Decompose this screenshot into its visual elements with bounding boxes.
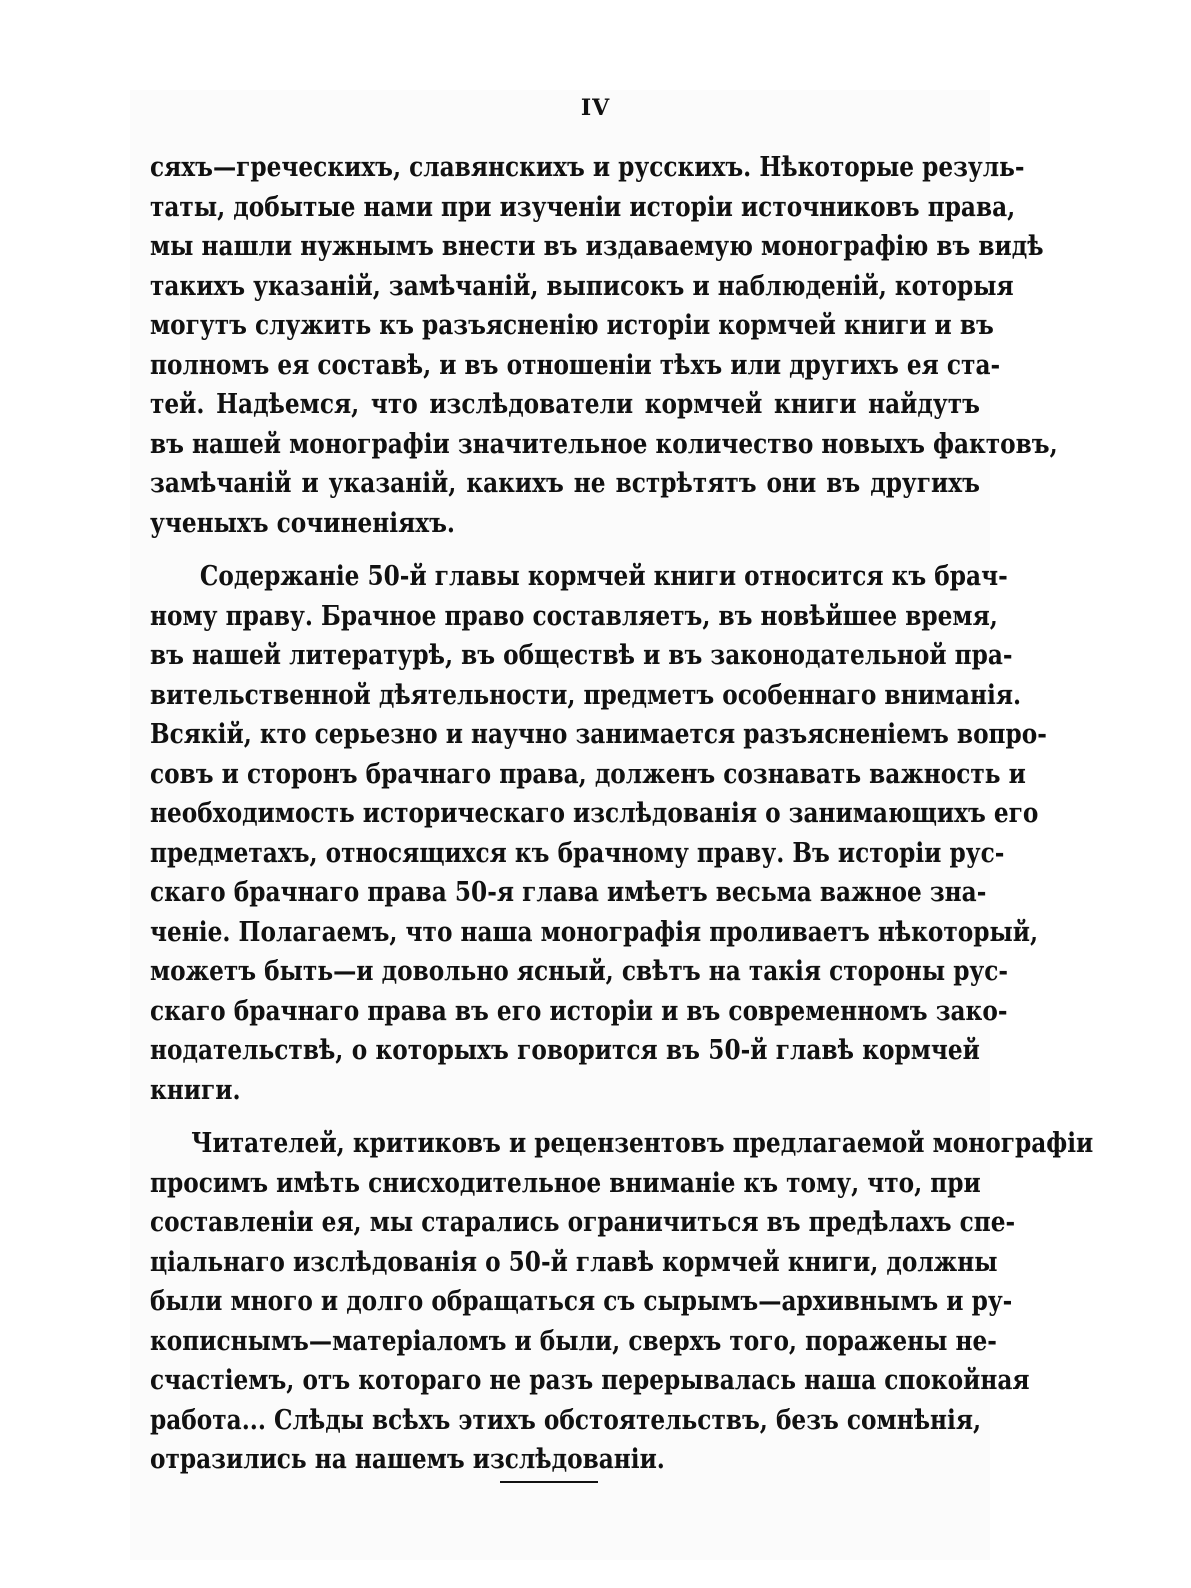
text-line: скаго брачнаго права въ его исторіи и въ современномъ зако- — [150, 995, 1008, 1027]
text-line: Читателей, критиковъ и рецензентовъ предлагаемой монографіи — [191, 1128, 1094, 1159]
text-line: книги. — [150, 1074, 241, 1106]
text-line: мы нашли нужнымъ внести въ издаваемую монографію въ видѣ — [150, 231, 1044, 262]
text-line: въ нашей литературѣ, въ обществѣ и въ законодательной пра- — [150, 640, 1013, 671]
text-line: совъ и сторонъ брачнаго права, долженъ сознавать важность и — [150, 758, 1026, 790]
text-line: составленіи ея, мы старались ограничиться въ предѣлахъ спе- — [150, 1207, 1016, 1238]
paragraph-3 — [150, 1124, 1094, 1480]
text-line: въ нашей монографіи значительное количество новыхъ фактовъ, — [150, 428, 1058, 460]
text-line: счастіемъ, отъ котораго не разъ перерывалась наша спокойная — [150, 1365, 1030, 1396]
text-line: были много и долго обращаться съ сырымъ—архивнымъ и ру- — [150, 1286, 1013, 1317]
text-line: тей. Надѣемся, что изслѣдователи кормчей книги найдутъ — [150, 389, 980, 420]
paragraph-1 — [150, 148, 1058, 543]
text-line: просимъ имѣть снисходительное вниманіе къ тому, что, при — [150, 1167, 981, 1199]
text-line: кописнымъ—матеріаломъ и были, сверхъ того, поражены не- — [150, 1325, 997, 1357]
text-line: работа... Слѣды всѣхъ этихъ обстоятельствъ, безъ сомнѣнія, — [150, 1404, 982, 1436]
page-number: IV — [580, 95, 611, 121]
end-rule — [500, 1481, 598, 1483]
paragraph-gap — [150, 1110, 980, 1124]
text-line: полномъ ея составѣ, и въ отношеніи тѣхъ или другихъ ея ста- — [150, 349, 1001, 381]
text-line: нодательствѣ, о которыхъ говорится въ 50-й главѣ кормчей — [150, 1035, 980, 1066]
text-line: такихъ указаній, замѣчаній, выписокъ и наблюденій, которыя — [150, 270, 1014, 302]
text-line: ціальнаго изслѣдованія о 50-й главѣ кормчей книги, должны — [150, 1246, 998, 1278]
text-line: необходимость историческаго изслѣдованія о занимающихъ его — [150, 798, 1039, 829]
text-line: можетъ быть—и довольно ясный, свѣтъ на такія стороны рус- — [150, 956, 1009, 987]
text-line: Всякій, кто серьезно и научно занимается разъясненіемъ вопро- — [150, 719, 1047, 750]
text-line: отразились на нашемъ изслѣдованіи. — [150, 1444, 665, 1475]
text-line: ченіе. Полагаемъ, что наша монографія проливаетъ нѣкоторый, — [150, 916, 1039, 948]
text-line: предметахъ, относящихся къ брачному праву. Въ исторіи рус- — [150, 837, 1005, 869]
text-line: скаго брачнаго права 50-я глава имѣетъ весьма важное зна- — [150, 877, 987, 908]
text-line: Содержаніе 50-й главы кормчей книги относится къ брач- — [199, 561, 1008, 592]
text-line: могутъ служить къ разъясненію исторіи кормчей книги и въ — [150, 310, 994, 341]
paragraph-gap — [150, 543, 980, 557]
text-line: ученыхъ сочиненіяхъ. — [150, 507, 455, 539]
paragraph-2 — [150, 557, 1047, 1110]
text-line: таты, добытые нами при изученіи исторіи источниковъ права, — [150, 191, 1016, 223]
text-line: замѣчаній и указаній, какихъ не встрѣтятъ они въ другихъ — [150, 468, 980, 499]
text-line: ному праву. Брачное право составляетъ, въ новѣйшее время, — [150, 600, 998, 632]
text-line: сяхъ—греческихъ, славянскихъ и русскихъ. Нѣкоторые резуль- — [150, 152, 1025, 183]
page-text — [150, 148, 1094, 1480]
text-line: вительственной дѣятельности, предметъ особеннаго вниманія. — [150, 679, 1022, 711]
